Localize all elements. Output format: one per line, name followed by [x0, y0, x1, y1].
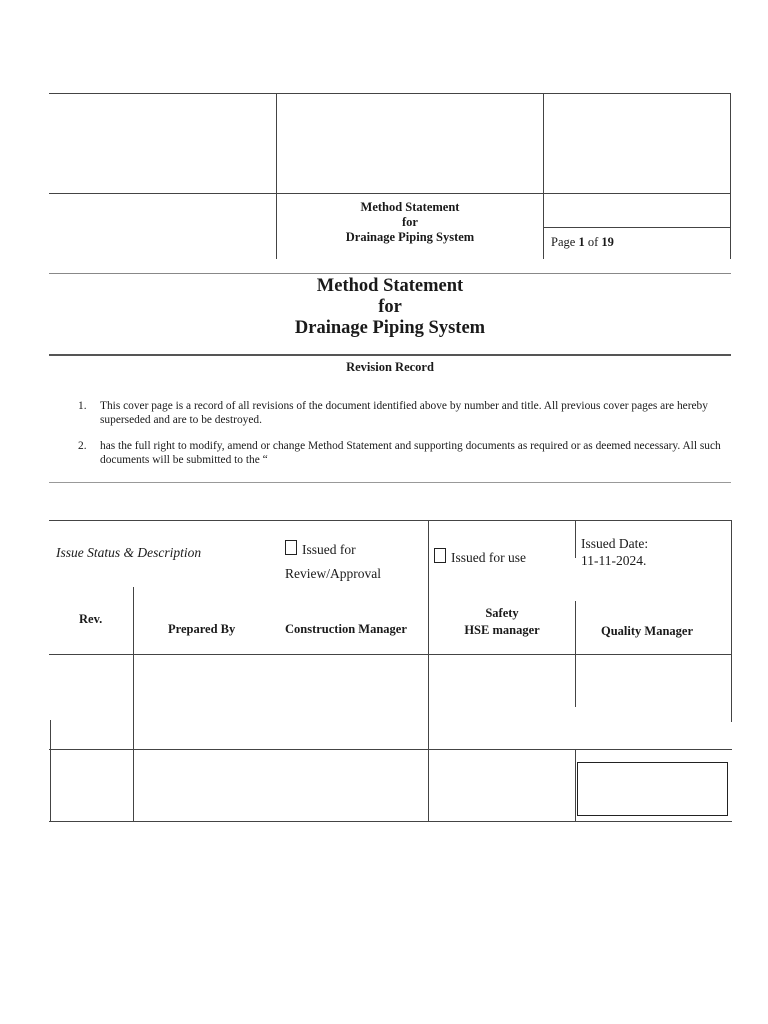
- issue-status-label: Issue Status & Description: [56, 545, 202, 560]
- table-header-rule: [49, 654, 732, 655]
- title-bottom-rule: [49, 354, 731, 356]
- table-bottom-rule: [49, 821, 732, 822]
- column-construction-manager: Construction Manager: [285, 622, 407, 636]
- table-row1-rule: [49, 749, 732, 750]
- table-col-rev-divider: [133, 587, 134, 821]
- page-of: of: [584, 235, 602, 249]
- table-col-safety-divider: [428, 520, 429, 821]
- table-right-edge: [731, 520, 732, 722]
- note-text: This cover page is a record of all revisions of the document identified above by number and title. All previous cover pages are hereby superseded and are to be destroyed.: [100, 400, 708, 426]
- title-line3: Drainage Piping System: [294, 318, 486, 338]
- header-title-line2: for: [402, 215, 418, 229]
- page-total: 19: [601, 235, 614, 249]
- header-mid-rule: [49, 193, 731, 194]
- page-prefix: Page: [551, 235, 579, 249]
- table-col-date-divider-top: [575, 520, 576, 558]
- revision-record-heading: Revision Record: [346, 360, 434, 374]
- page-title: [49, 276, 731, 339]
- note-text: has the full right to modify, amend or change Method Statement and supporting documents as required or as deemed necessary. All such documents will be submitted to the “: [100, 440, 721, 466]
- page-number: [551, 235, 614, 250]
- issued-for-review-line1: Issued for: [302, 542, 356, 557]
- issued-date-value: 11-11-2024.: [581, 553, 647, 568]
- header-divider-edge: [730, 93, 731, 259]
- checkbox-icon[interactable]: [285, 540, 297, 555]
- table-col-quality-divider: [575, 601, 576, 707]
- title-top-rule: [49, 273, 731, 274]
- table-left-edge: [50, 720, 51, 821]
- revision-note-2: [78, 439, 728, 467]
- checkbox-icon[interactable]: [434, 548, 446, 563]
- note-number: 2.: [78, 440, 87, 452]
- issued-for-use-option[interactable]: [434, 548, 526, 566]
- header-doc-title: [277, 200, 543, 245]
- revision-bottom-rule: [49, 482, 731, 483]
- header-divider-right: [543, 93, 544, 259]
- header-top-rule: [49, 93, 731, 94]
- issued-for-use-label: Issued for use: [451, 550, 526, 565]
- issued-for-review-line2: Review/Approval: [285, 566, 381, 581]
- column-safety-line1: Safety: [485, 606, 519, 620]
- note-number: 1.: [78, 400, 87, 412]
- issued-for-review-option[interactable]: [285, 538, 381, 586]
- table-top-rule: [49, 520, 732, 521]
- page-current: 1: [578, 235, 585, 249]
- issued-date: [581, 535, 648, 569]
- issued-date-label: Issued Date:: [581, 536, 649, 551]
- revision-note-1: [78, 399, 728, 427]
- signature-box[interactable]: [577, 762, 728, 816]
- title-line2: for: [378, 297, 402, 317]
- column-prepared-by: Prepared By: [168, 622, 236, 636]
- title-line1: Method Statement: [316, 276, 464, 296]
- table-col-quality-divider-lower: [575, 749, 576, 821]
- header-title-line3: Drainage Piping System: [345, 230, 475, 244]
- column-quality-manager: Quality Manager: [601, 624, 694, 638]
- column-safety-line2: HSE manager: [464, 623, 540, 637]
- header-page-rule: [543, 227, 731, 228]
- header-title-line1: Method Statement: [360, 200, 460, 214]
- column-safety: [429, 605, 575, 639]
- column-rev: Rev.: [79, 612, 103, 626]
